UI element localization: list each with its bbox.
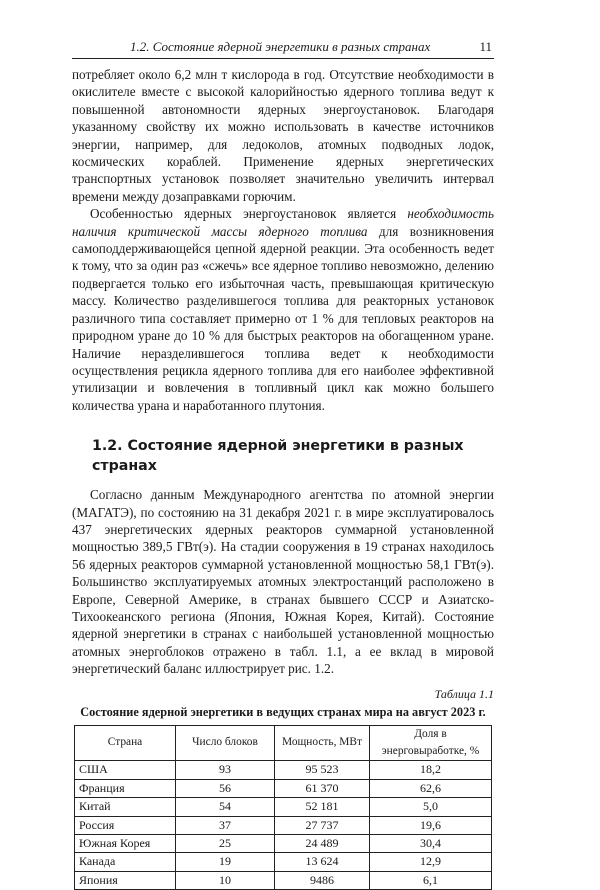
header-power: Мощность, МВт xyxy=(275,725,370,761)
cell-share: 12,9 xyxy=(370,853,492,871)
cell-share: 18,2 xyxy=(370,761,492,779)
cell-blocks: 37 xyxy=(176,816,275,834)
cell-country: Япония xyxy=(75,871,176,889)
cell-blocks: 19 xyxy=(176,853,275,871)
cell-power: 52 181 xyxy=(275,798,370,816)
cell-power: 24 489 xyxy=(275,835,370,853)
cell-country: США xyxy=(75,761,176,779)
paragraph-1: потребляет около 6,2 млн т кислорода в год. Отсутствие необходимости в окислителе вместе с высокой калорийностью ядерного топлива ведут к повышенной автономности ядерных энергоустановок. Благодаря указанному свойству их можно использовать в качестве источников энергии, например, для ледоколов, атомных подводных лодок, космических кораблей. Применение ядерных энергетических транспортных установок позволяет значительно увеличить интервал времени между дозаправками горючим. xyxy=(72,67,494,204)
table-row xyxy=(75,761,492,779)
table-row xyxy=(75,798,492,816)
cell-blocks: 54 xyxy=(176,798,275,816)
page-number: 11 xyxy=(479,39,492,54)
header-country: Страна xyxy=(75,725,176,761)
header-blocks: Число блоков xyxy=(176,725,275,761)
cell-blocks: 56 xyxy=(176,779,275,797)
table-row xyxy=(75,853,492,871)
cell-share: 62,6 xyxy=(370,779,492,797)
cell-blocks: 25 xyxy=(176,835,275,853)
table-row xyxy=(75,779,492,797)
cell-share: 5,0 xyxy=(370,798,492,816)
paragraph-2-end: для возникновения самоподдерживающейся цепной ядерной реакции. Эта особенность ведет к тому, что за один раз «сжечь» все ядерное топливо невозможно, делению подвергается только его избыточная часть, превышающая критическую массу. Количество разделившегося топлива для реакторных установок различного типа составляет примерно от 1 % для тепловых реакторов на природном уране до 10 % для быстрых реакторов на обогащенном уране. Наличие неразделившегося топлива ведет к необходимости осуществления рецикла ядерного топлива для его наиболее эффективной утилизации и вовлечения в топливный цикл как можно большего количества урана и наработанного плутония. xyxy=(72,223,494,413)
cell-power: 9486 xyxy=(275,871,370,889)
table-header-row xyxy=(75,725,492,761)
paragraph-2 xyxy=(72,205,494,414)
section-heading: 1.2. Состояние ядерной энергетики в разных странах xyxy=(92,438,464,475)
page-body xyxy=(72,66,494,890)
cell-power: 61 370 xyxy=(275,779,370,797)
paragraph-2-emphasis: необходимость наличия критической массы ядерного топлива xyxy=(72,206,494,239)
cell-share: 6,1 xyxy=(370,871,492,889)
cell-share: 19,6 xyxy=(370,816,492,834)
table-row xyxy=(75,816,492,834)
paragraph-2-start: Особенностью ядерных энергоустановок является xyxy=(90,206,408,222)
table-number: Таблица 1.1 xyxy=(434,686,494,701)
table-row xyxy=(75,871,492,889)
running-header xyxy=(72,38,494,59)
cell-share: 30,4 xyxy=(370,835,492,853)
cell-power: 27 737 xyxy=(275,816,370,834)
cell-power: 95 523 xyxy=(275,761,370,779)
cell-blocks: 10 xyxy=(176,871,275,889)
cell-power: 13 624 xyxy=(275,853,370,871)
header-share: Доля в энерговыработке, % xyxy=(370,725,492,761)
cell-country: Китай xyxy=(75,798,176,816)
running-title: 1.2. Состояние ядерной энергетики в разных странах xyxy=(130,39,431,54)
cell-country: Франция xyxy=(75,779,176,797)
table-row xyxy=(75,835,492,853)
cell-country: Россия xyxy=(75,816,176,834)
table-title: Состояние ядерной энергетики в ведущих странах мира на август 2023 г. xyxy=(80,704,486,719)
cell-country: Южная Корея xyxy=(75,835,176,853)
cell-country: Канада xyxy=(75,853,176,871)
cell-blocks: 93 xyxy=(176,761,275,779)
nuclear-energy-table xyxy=(74,725,492,890)
paragraph-3: Согласно данным Международного агентства по атомной энергии (МАГАТЭ), по состоянию на 31 декабря 2021 г. в мире эксплуатировалось 437 энергетических ядерных реакторов суммарной установленной мощностью 389,5 ГВт(э). На стадии сооружения в 19 странах находилось 56 ядерных реакторов суммарной установленной мощностью 58,1 ГВт(э). Большинство эксплуатируемых атомных электростанций расположено в Европе, Северной Америке, в странах бывшего СССР и Азиатско-Тихоокеанского региона (Япония, Южная Корея, Китай). Состояние ядерной энергетики в странах с наибольшей установленной мощностью атомных энергоблоков отражено в табл. 1.1, а ее вклад в мировой энергетический баланс иллюстрирует рис. 1.2. xyxy=(72,487,494,677)
